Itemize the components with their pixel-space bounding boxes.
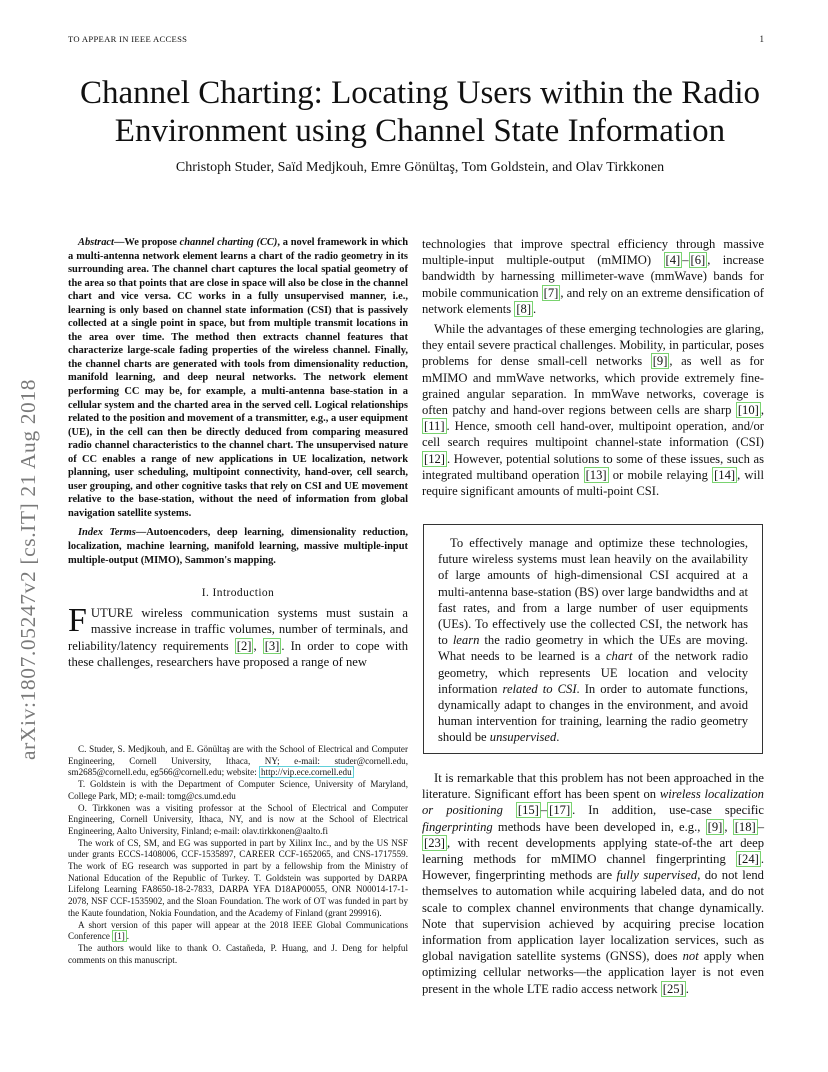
abstract-cc-term: channel charting (CC) bbox=[179, 237, 278, 248]
citation-link[interactable]: [3] bbox=[264, 638, 280, 653]
citation-link[interactable]: [9] bbox=[652, 354, 668, 369]
running-header: TO APPEAR IN IEEE ACCESS bbox=[68, 34, 188, 44]
footnote-affiliation-cornell: C. Studer, S. Medjkouh, and E. Gönültaş are with the School of Electrical and Computer Engineering, Cornell University, Ithaca, NY; e-mail: studer@cornell.edu, sm2685@cornell.edu, eg566@cornell.edu; website: http://vip.ece.cornell.edu bbox=[68, 744, 408, 778]
citation-link[interactable]: [2] bbox=[236, 638, 252, 653]
highlight-box bbox=[423, 524, 763, 754]
abstract-label: Abstract bbox=[78, 237, 114, 248]
footnotes bbox=[68, 744, 408, 966]
intro-text-1: UTURE wireless communication systems must sustain a massive increase in traffic volumes, number of terminals, and reliability/latency requirements bbox=[68, 606, 408, 653]
right-column-bottom bbox=[422, 770, 764, 997]
title-line-1: Channel Charting: Locating Users within the Radio bbox=[79, 75, 761, 111]
citation-link[interactable]: [17] bbox=[549, 803, 571, 818]
abstract-text-1: —We propose bbox=[113, 237, 180, 248]
citation-link[interactable]: [6] bbox=[690, 253, 706, 268]
drop-cap: F bbox=[68, 602, 87, 640]
arxiv-stamp: arXiv:1807.05247v2 [cs.IT] 21 Aug 2018 bbox=[16, 378, 40, 760]
footnote-affiliation-aalto: O. Tirkkonen was a visiting professor at the School of Electrical and Computer Engineering, Cornell University, Ithaca, NY, and is now at the School of Electrical Engineering, Aalto University, Finland; e-mail: olav.tirkkonen@aalto.fi bbox=[68, 802, 408, 836]
citation-link[interactable]: [4] bbox=[665, 253, 681, 268]
citation-link[interactable]: [7] bbox=[543, 285, 559, 300]
emphasis-wireless-localization: wireless localization or positioning bbox=[422, 787, 764, 818]
emphasis-unsupervised: unsupervised bbox=[489, 730, 557, 745]
index-terms-label: Index Terms bbox=[78, 527, 136, 539]
citation-link[interactable]: [15] bbox=[517, 803, 539, 818]
emphasis-learn: learn bbox=[452, 633, 480, 648]
title-line-2: Environment using Channel State Information bbox=[114, 113, 726, 149]
footnote-short-version: A short version of this paper will appear at the 2018 IEEE Global Communications Conference [1] . bbox=[68, 919, 408, 942]
left-column bbox=[68, 236, 408, 670]
right-column-top bbox=[422, 236, 764, 499]
emphasis-not: not bbox=[682, 949, 699, 964]
abstract bbox=[68, 236, 408, 520]
citation-link[interactable]: [13] bbox=[585, 467, 607, 482]
citation-link[interactable]: [18] bbox=[734, 819, 756, 834]
website-link[interactable]: http://vip.ece.cornell.edu bbox=[261, 767, 352, 778]
section-heading-introduction: I. Introduction bbox=[201, 587, 275, 600]
intro-text-2: , bbox=[253, 638, 263, 653]
author-list: Christoph Studer, Saïd Medjkouh, Emre Gönültaş, Tom Goldstein, and Olav Tirkkonen bbox=[175, 160, 665, 175]
intro-paragraph bbox=[68, 602, 409, 670]
citation-link[interactable]: [25] bbox=[662, 981, 684, 996]
highlight-box-text: To effectively manage and optimize these technologies, future wireless systems must lean heavily on the availability of large amounts of high-dimensional CSI acquired at a multi-antenna base-station (BS) over large bandwidths and at fast rates, and from a large number of user equipments (UEs). To effectively use the collected CSI, the network has to learn the radio geometry in which the UEs are moving. What needs to be learned is a chart of the network radio geometry, which represents UE location and velocity information related to CSI. In order to automate functions, dynamically adapt to changes in the environment, and avoid human intervention for training, learning the radio geometry should be unsupervised. bbox=[438, 536, 748, 745]
citation-link[interactable]: [12] bbox=[424, 451, 445, 466]
right-paragraph-3: It is remarkable that this problem has not been approached in the literature. Significant effort has been spent on wireless localization or positioning [15] – [17] . In addition, use-case specific fingerprinting methods have been developed in, e.g., [9] , [18] –[23] , with recent developments applying state-of-the art deep learning methods for mMIMO channel fingerprinting [24] . However, fingerprinting methods are fully supervised, do not lend themselves to automation while acquiring labeled data, and do not scale to complex channel environments that change dynamically. Note that supervision achieved by acquiring precise location information from application layer localization services, such as global navigation satellite systems (GNSS), does not apply when optimizing cellular networks—the application layer is not even present in the whole LTE radio access network [25] . bbox=[422, 771, 765, 996]
citation-link[interactable]: [24] bbox=[737, 852, 759, 867]
paper-title bbox=[40, 74, 800, 150]
emphasis-fully-supervised: fully supervised bbox=[616, 868, 698, 883]
footnote-acknowledgment: The authors would like to thank O. Castañeda, P. Huang, and J. Deng for helpful comments on this manuscript. bbox=[68, 942, 408, 965]
intro-text-3: . In order to cope with these challenges, researchers have proposed a range of new bbox=[68, 638, 409, 669]
index-terms-text: —Autoencoders, deep learning, dimensionality reduction, localization, machine learning, manifold learning, massive multiple-input multiple-output (MIMO), Sammon's mapping. bbox=[68, 527, 408, 566]
footnote-funding: The work of CS, SM, and EG was supported in part by Xilinx Inc., and by the US NSF under grants ECCS-1408006, CCF-1535897, CAREER CCF-1652065, and CNS-1717559. The work of EG research was supported in part by a fellowship from the Ministry of National Education of the Republic of Turkey. T. Goldstein was supported by DARPA Lifelong Learning FA8650-18-2-7833, DARPA YFA D18AP00055, ONR N00014-17-1-2078, NSF CCF-1535902, and the Sloan Foundation. The work of OT was funded in part by the Kaute foundation, Nokia Foundation, and the Academy of Finland (grant 299916). bbox=[68, 837, 408, 918]
citation-link[interactable]: [23] bbox=[424, 835, 445, 850]
citation-link[interactable]: [9] bbox=[707, 819, 723, 834]
right-paragraph-1: technologies that improve spectral efficiency through massive multiple-input multiple-output (mMIMO) [4] – [6] , increase bandwidth by harnessing millimeter-wave (mmWave) bands for mobile communication [7] , and rely on an extreme densification of network elements [8] . bbox=[422, 237, 764, 316]
index-terms bbox=[68, 526, 408, 567]
right-paragraph-2: While the advantages of these emerging technologies are glaring, they entail severe practical challenges. Mobility, in particular, poses problems for dense small-cell networks [9] , as well as for mMIMO and mmWave networks, which provide extremely fine-grained angular separation. In mmWave networks, coverage is often patchy and hand-over regions between cells are sharp [10] , [11] . Hence, smooth cell hand-over, multipoint operation, and/or cell search requires multipoint channel-state information (CSI) [12] . However, potential solutions to some of these issues, such as integrated multiband operation [13] or mobile relaying [14] , will require significant amounts of multi-point CSI. bbox=[422, 322, 765, 499]
citation-link[interactable]: [14] bbox=[714, 467, 736, 482]
citation-link[interactable]: [10] bbox=[737, 403, 759, 418]
emphasis-related-to-csi: related to CSI bbox=[502, 681, 577, 696]
emphasis-fingerprinting: fingerprinting bbox=[422, 819, 493, 834]
abstract-text-2: , a novel framework in which a multi-antenna network element learns a chart of the radio geometry in its surrounding area. The channel chart captures the local spatial geometry of the area so that points that are close in space will also be close in the channel chart and vice versa. CC works in a fully unsupervised manner, i.e., learning is only based on channel state information (CSI) that is passively collected at a single point in space, but from multiple transmit locations in the area over time. The method then extracts channel features that characterize large-scale fading properties of the wireless channel. Finally, the channel charts are generated with tools from dimensionality reduction, manifold learning, and deep neural networks. The network element performing CC may be, for example, a multi-antenna base-station in a cellular system and the charted area in the served cell. Logical relationships related to the position and movement of a transmitter, e.g., a user equipment (UE), in the cell can then be directly deduced from comparing measured radio channel characteristics to the channel chart. The unsupervised nature of CC enables a range of new applications in UE localization, network planning, user scheduling, multipoint connectivity, hand-over, cell search, user grouping, and other cognitive tasks that rely on CSI and UE movement relative to the base-station, without the need of information from global navigation satellite systems. bbox=[68, 237, 408, 519]
citation-link[interactable]: [11] bbox=[424, 419, 445, 434]
emphasis-chart: chart bbox=[605, 649, 633, 664]
page-number: 1 bbox=[759, 34, 764, 44]
citation-link[interactable]: [1] bbox=[114, 931, 125, 942]
citation-link[interactable]: [8] bbox=[516, 301, 532, 316]
footnote-affiliation-umd: T. Goldstein is with the Department of Computer Science, University of Maryland, College Park, MD; e-mail: tomg@cs.umd.edu bbox=[68, 779, 408, 801]
